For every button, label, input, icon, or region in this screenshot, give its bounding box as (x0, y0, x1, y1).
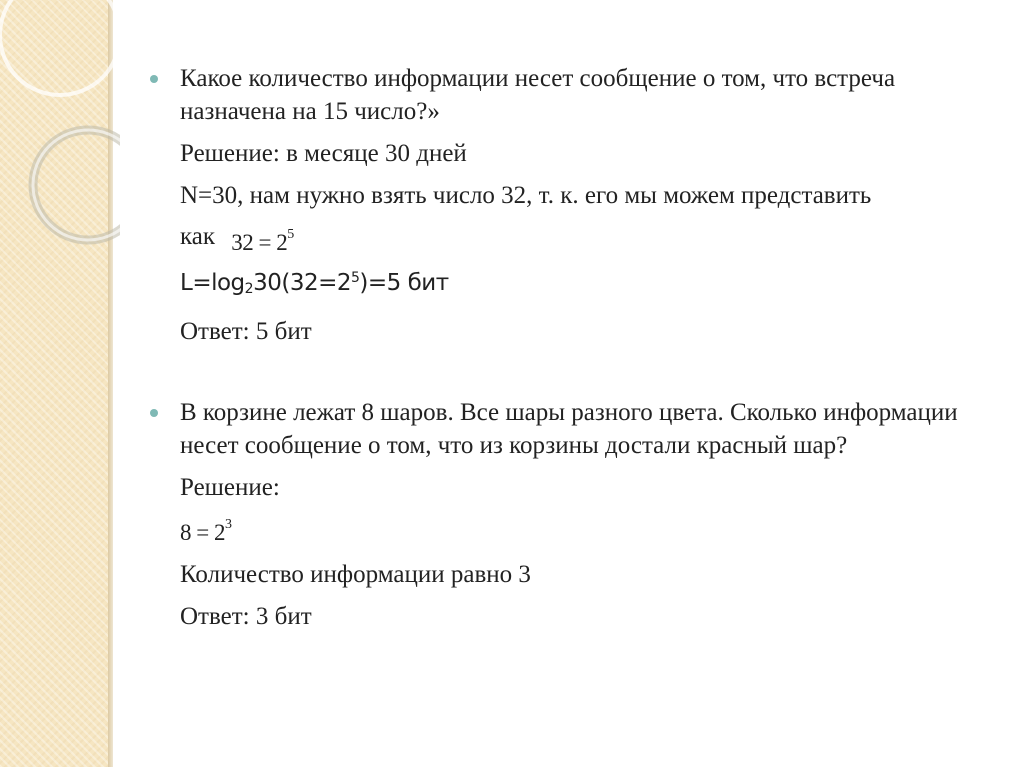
bullet-icon (150, 409, 158, 417)
task1-question (150, 62, 990, 128)
task1-kak: как (180, 223, 216, 250)
task1-n-line (180, 179, 990, 253)
task1-log-line: $L=\log_230(32=2^5)=5$ бит (180, 270, 449, 297)
task2-result: Количество информации равно 3 (180, 561, 531, 588)
task1-answer: Ответ: 5 бит (180, 318, 312, 345)
task2-question (150, 396, 990, 462)
task1-solution: Решение: в месяце 30 дней (180, 140, 467, 167)
slide-content (180, 62, 990, 633)
task2-question-text: В корзине лежат 8 шаров. Все шары разного цвета. Сколько информации несет сообщение о том, что из корзины достали красный шар? (180, 399, 958, 459)
task1-formula: $32 = 2^5$ (231, 227, 294, 255)
task1-n-line-text: N=30, нам нужно взять число 32, т. к. его мы можем представить (180, 182, 872, 209)
decorative-circles (0, 0, 120, 260)
task2-solution-label: Решение: (180, 474, 280, 501)
deco-circle-large (0, 0, 120, 95)
bullet-icon (150, 75, 158, 83)
deco-circle-ring (33, 130, 120, 240)
task1-question-text: Какое количество информации несет сообщение о том, что встреча назначена на 15 число?» (180, 65, 896, 125)
task2-formula-line (180, 508, 990, 549)
task2-formula: $8 = 2^3$ (180, 517, 232, 545)
task2-answer: Ответ: 3 бит (180, 603, 312, 630)
